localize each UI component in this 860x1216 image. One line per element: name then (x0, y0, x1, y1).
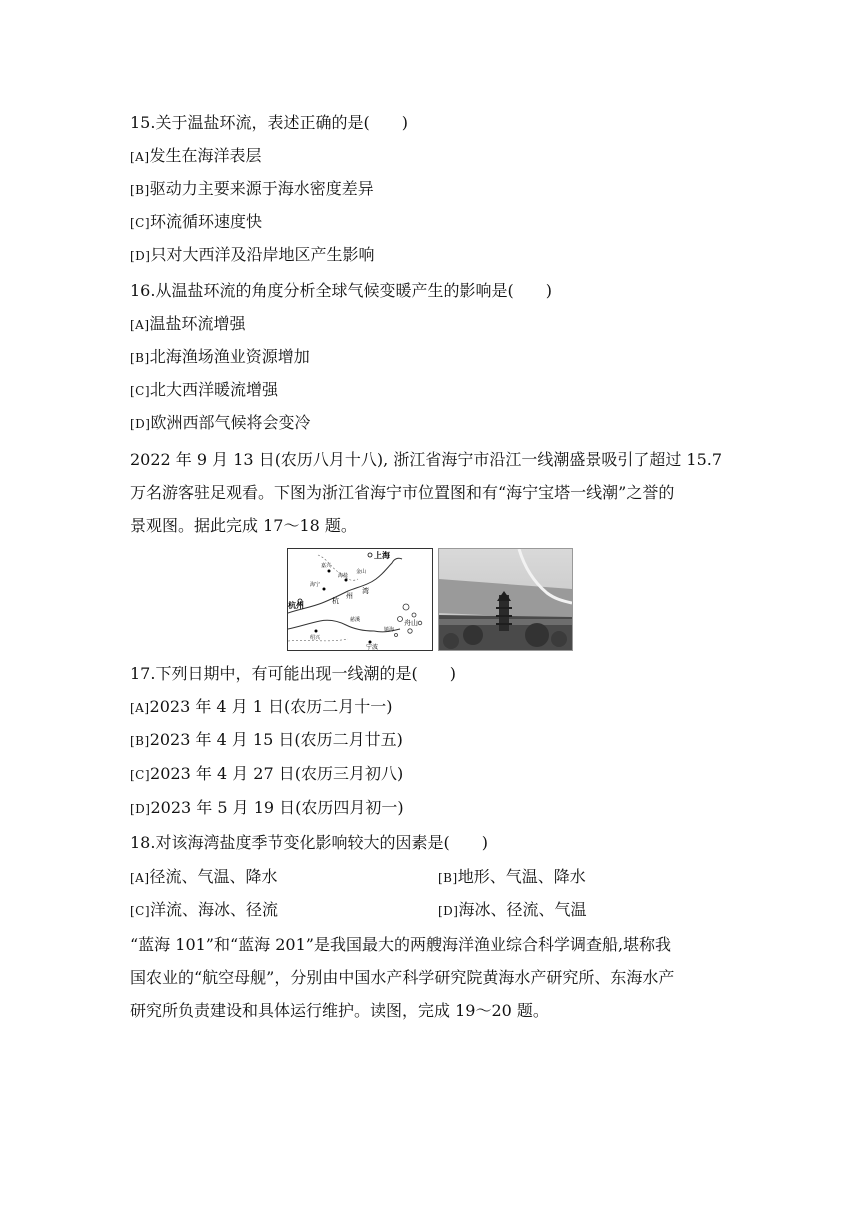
island (408, 629, 412, 633)
map-label: 慈溪 (350, 617, 361, 623)
option-tag: [B] (130, 734, 150, 748)
q15-option-c (130, 211, 262, 234)
option-tag: [D] (130, 249, 151, 263)
haining-location-map (287, 548, 433, 651)
photo-svg (439, 549, 572, 650)
question-16-stem: 16.从温盐环流的角度分析全球气候变暖产生的影响是( ) (130, 281, 552, 300)
q17-option-d (130, 797, 404, 820)
intro-line: 研究所负责建设和具体运行维护。读图，完成 19～20 题。 (130, 1001, 549, 1020)
island (403, 604, 409, 610)
pagoda-eave (496, 615, 512, 617)
haining-marker (323, 588, 326, 591)
intro-line: “蓝海 101”和“蓝海 201”是我国最大的两艘海洋渔业综合科学调查船,堪称我 (130, 935, 672, 954)
option-text: 北海渔场渔业资源增加 (149, 347, 310, 366)
option-text: 2023 年 4 月 15 日(农历二月廿五) (149, 730, 403, 749)
q17-option-a (130, 696, 393, 719)
map-label: 绍兴 (310, 635, 321, 641)
option-text: 发生在海洋表层 (149, 146, 262, 165)
option-text: 洋流、海冰、径流 (150, 900, 279, 919)
pagoda-eave (496, 607, 512, 609)
option-text: 欧洲西部气候将会变冷 (150, 413, 311, 432)
intro-19-20 (130, 928, 740, 1027)
shaoxing-marker (315, 630, 318, 633)
intro-line: 2022 年 9 月 13 日(农历八月十八), 浙江省海宁市沿江一线潮盛景吸引了超过 15.7 (130, 450, 723, 469)
q16-option-d (130, 412, 311, 435)
map-label: 嘉兴 (321, 563, 332, 569)
q16-option-c (130, 379, 278, 402)
option-text: 温盐环流增强 (149, 314, 246, 333)
option-tag: [D] (438, 904, 459, 918)
map-label: 杭州 (288, 601, 304, 610)
option-text: 环流循环速度快 (150, 212, 263, 231)
option-tag: [C] (130, 768, 151, 782)
tree (463, 625, 483, 645)
q17-option-c (130, 763, 403, 786)
island (398, 617, 403, 622)
option-tag: [C] (130, 216, 151, 230)
q16-option-b (130, 346, 310, 369)
option-text: 北大西洋暖流增强 (150, 380, 279, 399)
tree (443, 633, 459, 649)
option-text: 地形、气温、降水 (457, 867, 586, 886)
question-15-stem: 15.关于温盐环流，表述正确的是( ) (130, 113, 408, 132)
option-text: 2023 年 4 月 27 日(农历三月初八) (150, 764, 404, 783)
shanghai-marker (368, 553, 372, 557)
map-label: 州 (346, 592, 353, 600)
map-label: 上海 (374, 551, 390, 560)
island (395, 634, 398, 637)
option-text: 径流、气温、降水 (149, 867, 278, 886)
island (418, 621, 422, 625)
option-tag: [C] (130, 904, 151, 918)
option-tag: [A] (130, 871, 150, 885)
island (412, 613, 416, 617)
option-text: 驱动力主要来源于海水密度差异 (149, 179, 374, 198)
intro-line: 万名游客驻足观看。下图为浙江省海宁市位置图和有“海宁宝塔一线潮”之誉的 (130, 483, 675, 502)
option-text: 2023 年 5 月 19 日(农历四月初一) (150, 798, 404, 817)
option-tag: [D] (130, 802, 151, 816)
pagoda-eave (496, 623, 512, 625)
intro-17-18 (130, 443, 740, 542)
option-tag: [A] (130, 701, 150, 715)
option-text: 只对大西洋及沿岸地区产生影响 (150, 245, 375, 264)
jiaxing-marker (328, 570, 331, 573)
option-tag: [B] (130, 351, 150, 365)
option-tag: [A] (130, 318, 150, 332)
question-18-stem: 18.对该海湾盐度季节变化影响较大的因素是( ) (130, 833, 488, 852)
option-text: 2023 年 4 月 1 日(农历二月十一) (149, 697, 393, 716)
map-label: 海盐 (338, 573, 349, 579)
q16-option-a (130, 313, 246, 336)
map-label: 舟山 (404, 619, 418, 627)
q15-option-a (130, 145, 262, 168)
tree (525, 623, 549, 647)
haining-pagoda-photo (438, 548, 573, 651)
option-tag: [B] (438, 871, 458, 885)
tree (551, 631, 567, 647)
map-label: 杭 (332, 597, 339, 605)
map-label: 海宁 (310, 582, 321, 588)
option-tag: [A] (130, 150, 150, 164)
q17-option-b (130, 729, 403, 752)
option-tag: [B] (130, 183, 150, 197)
map-label: 宁波 (366, 644, 379, 650)
option-tag: [D] (130, 417, 151, 431)
q18-option-c (130, 899, 278, 922)
intro-line: 景观图。据此完成 17～18 题。 (130, 516, 357, 535)
q18-option-b (438, 866, 586, 889)
map-label: 金山 (356, 569, 367, 575)
q18-option-d (438, 899, 587, 922)
question-17-stem: 17.下列日期中，有可能出现一线潮的是( ) (130, 664, 456, 683)
option-text: 海冰、径流、气温 (458, 900, 587, 919)
map-label: 湾 (362, 587, 369, 595)
intro-line: 国农业的“航空母舰”，分别由中国水产科学研究院黄海水产研究所、东海水产 (130, 968, 675, 987)
map-svg (288, 549, 432, 650)
map-label: 镇海 (384, 627, 395, 633)
q15-option-d (130, 244, 375, 267)
option-tag: [C] (130, 384, 151, 398)
q18-option-a (130, 866, 278, 889)
q15-option-b (130, 178, 374, 201)
